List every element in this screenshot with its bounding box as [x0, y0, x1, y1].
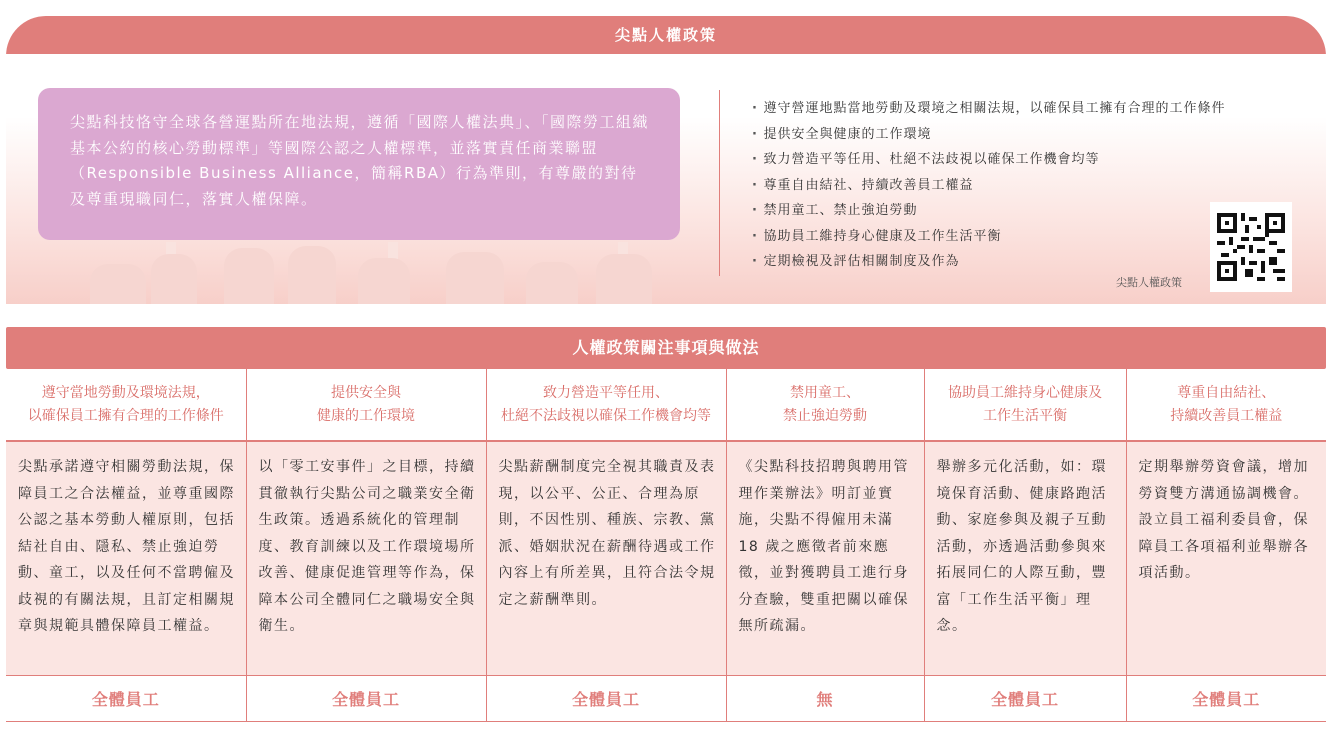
scope-cell: 無: [726, 675, 924, 721]
practice-cell: 以「零工安事件」之目標，持續貫徹執行尖點公司之職業安全衛生政策。透過系統化的管理制度、教育訓練以及工作環境場所改善、健康促進管理等作為，保障本公司全體同仁之職場安全與衛生。: [246, 441, 486, 675]
table-header-row: [6, 369, 1326, 441]
table-title: 人權政策關注事項與做法: [6, 327, 1326, 369]
practices-table: [6, 327, 1326, 722]
practice-cell: 尖點薪酬制度完全視其職責及表現，以公平、公正、合理為原則，不因性別、種族、宗教、黨派、婚姻狀況在薪酬待遇或工作內容上有所差異，且符合法令規定之薪酬準則。: [486, 441, 726, 675]
decor-hand: [151, 254, 197, 304]
decor-hand: [446, 252, 504, 304]
practice-cell: 尖點承諾遵守相關勞動法規，保障員工之合法權益，並尊重國際公認之基本勞動人權原則，包括結社自由、隱私、禁止強迫勞動、童工，以及任何不當聘僱及歧視的有關法規，且訂定相關規章與規範具體保障員工權益。: [6, 441, 246, 675]
decor-hand: [90, 264, 146, 304]
practice-cell: 《尖點科技招聘與聘用管理作業辦法》明訂並實施，尖點不得僱用未滿 18 歲之應徵者前來應徵，並對獲聘員工進行身分查驗，雙重把關以確保無所疏漏。: [726, 441, 924, 675]
divider: [719, 90, 720, 276]
policy-item: · 致力營造平等任用、杜絕不法歧視以確保工作機會均等: [752, 147, 1225, 173]
scope-cell: 全體員工: [6, 675, 246, 721]
scope-row: [6, 675, 1326, 721]
column-header: 遵守當地勞動及環境法規， 以確保員工擁有合理的工作條件: [6, 369, 246, 441]
column-header: 提供安全與 健康的工作環境: [246, 369, 486, 441]
column-header: 尊重自由結社、 持續改善員工權益: [1126, 369, 1326, 441]
column-header: 禁用童工、 禁止強迫勞動: [726, 369, 924, 441]
policy-list: [752, 96, 1225, 275]
policy-item: · 禁用童工、禁止強迫勞動: [752, 198, 1225, 224]
policy-item: · 定期檢視及評估相關制度及作為: [752, 249, 1225, 275]
policy-item: · 協助員工維持身心健康及工作生活平衡: [752, 224, 1225, 250]
column-header: 協助員工維持身心健康及 工作生活平衡: [924, 369, 1126, 441]
policy-item: · 提供安全與健康的工作環境: [752, 122, 1225, 148]
practice-cell: 舉辦多元化活動，如：環境保育活動、健康路跑活動、家庭參與及親子互動活動，亦透過活動參與來拓展同仁的人際互動，豐富「工作生活平衡」理念。: [924, 441, 1126, 675]
qr-code-icon[interactable]: [1210, 202, 1292, 292]
decor-hand: [358, 258, 410, 304]
scope-cell: 全體員工: [924, 675, 1126, 721]
policy-item: · 遵守營運地點當地勞動及環境之相關法規，以確保員工擁有合理的工作條件: [752, 96, 1225, 122]
scope-cell: 全體員工: [486, 675, 726, 721]
policy-panel: [6, 16, 1326, 304]
policy-title: 尖點人權政策: [6, 16, 1326, 54]
decor-hand: [526, 262, 578, 304]
decor-hand: [596, 254, 652, 304]
qr-label: 尖點人權政策: [1116, 276, 1182, 289]
decor-hand: [288, 246, 336, 304]
policy-item: · 尊重自由結社、持續改善員工權益: [752, 173, 1225, 199]
decor-hand: [224, 248, 274, 304]
intro-text: 尖點科技恪守全球各營運點所在地法規，遵循「國際人權法典」、「國際勞工組織基本公約的核心勞動標準」等國際公認之人權標準，並落實責任商業聯盟（Responsible Business Alliance，簡稱RBA）行為準則，有尊嚴的對待及尊重現職同仁，落實人權保障。: [38, 88, 680, 240]
practice-cell: 定期舉辦勞資會議，增加勞資雙方溝通協調機會。 設立員工福利委員會，保障員工各項福利並舉辦各項活動。: [1126, 441, 1326, 675]
table-row: [6, 441, 1326, 675]
column-header: 致力營造平等任用、 杜絕不法歧視以確保工作機會均等: [486, 369, 726, 441]
scope-cell: 全體員工: [246, 675, 486, 721]
scope-cell: 全體員工: [1126, 675, 1326, 721]
